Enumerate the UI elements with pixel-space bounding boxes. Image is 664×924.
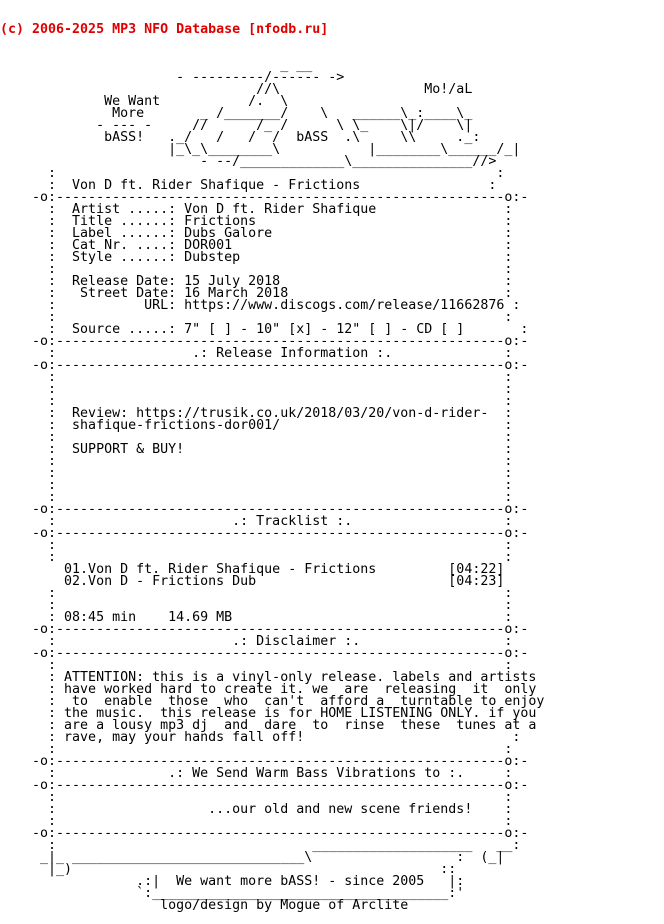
nfo-line: -o:--------------------------------------------------------o:- <box>0 190 529 205</box>
nfo-line: : : <box>0 490 513 505</box>
nfo-line: : : <box>0 370 513 385</box>
nfo-line: 01.Von D ft. Rider Shafique - Frictions [04:22] <box>0 562 505 577</box>
nfo-line: : Street Date: 16 March 2018 : <box>0 286 513 301</box>
nfo-line: : Release Date: 15 July 2018 : <box>0 274 513 289</box>
nfo-line: bASS! ._/ / / / bASS .\ \\ ._: <box>0 130 481 145</box>
nfo-line: : : <box>0 790 513 805</box>
nfo-line: logo/design by Mogue of Arclite <box>0 898 409 913</box>
nfo-line: : Title ......: Frictions : <box>0 214 513 229</box>
nfo-line: : shafique-frictions-dor001/ : <box>0 418 513 433</box>
nfo-line: //\ Mo!/aL <box>0 82 473 97</box>
nfo-line: : Cat Nr. ....: DOR001 : <box>0 238 513 253</box>
nfo-line: : ATTENTION: this is a vinyl-only release. labels and artists <box>0 670 537 685</box>
nfo-line: : : <box>0 310 513 325</box>
nfo-line: -o:--------------------------------------------------------o:- <box>0 778 529 793</box>
nfo-line: -o:--------------------------------------------------------o:- <box>0 526 529 541</box>
nfo-line: : : <box>0 598 513 613</box>
nfo-line: : ____________________ __: <box>0 838 521 853</box>
nfo-line: - --/_____________\_______________//> <box>0 154 497 169</box>
nfo-line: -o:--------------------------------------------------------o:- <box>0 502 529 517</box>
nfo-line: : : <box>0 430 513 445</box>
nfo-line: : rave, may your hands fall off! : <box>0 730 521 745</box>
nfo-line: : Review: https://trusik.co.uk/2018/03/20/von-d-rider- : <box>0 406 513 421</box>
nfo-line: More _ /_______/ \ ______\_:____\_ <box>0 106 473 121</box>
nfo-line: : : <box>0 166 505 181</box>
nfo-line: We Want /. \ <box>0 94 289 109</box>
nfo-line: : : <box>0 538 513 553</box>
nfo-line: : Label ......: Dubs Galore : <box>0 226 513 241</box>
nfo-line: .:| We want more bASS! - since 2005 |: <box>0 874 465 889</box>
nfo-line: : to enable those who can't afford a turntable to enjoy <box>0 694 545 709</box>
nfo-line: - --- - // /_ / \ \_ \|/ \| <box>0 118 473 133</box>
nfo-line: -o:--------------------------------------------------------o:- <box>0 646 529 661</box>
nfo-line: : ...our old and new scene friends! : <box>0 802 513 817</box>
nfo-line: : have worked hard to create it. we are releasing it only <box>0 682 537 697</box>
nfo-line: : .: Disclaimer :. : <box>0 634 513 649</box>
nfo-line: : : <box>0 742 513 757</box>
nfo-line: |_) :: <box>0 862 457 877</box>
nfo-line: -o:--------------------------------------------------------o:- <box>0 826 529 841</box>
nfodb-copyright-banner: (c) 2006-2025 MP3 NFO Database [nfodb.ru] <box>0 22 329 37</box>
nfo-line: : Von D ft. Rider Shafique - Frictions : <box>0 178 497 193</box>
nfo-line: : Artist .....: Von D ft. Rider Shafique : <box>0 202 513 217</box>
nfo-line: : : <box>0 394 513 409</box>
nfo-line: : : <box>0 466 513 481</box>
nfo-text-body <box>0 60 664 912</box>
nfo-line: : URL: https://www.discogs.com/release/11662876 : <box>0 298 521 313</box>
nfo-line: : : <box>0 454 513 469</box>
nfo-line: : : <box>0 478 513 493</box>
nfo-line: `:_____________________________________:' <box>0 886 465 901</box>
nfo-line: : are a lousy mp3 dj and dare to rinse these tunes at a <box>0 718 537 733</box>
nfo-line: : 08:45 min 14.69 MB : <box>0 610 513 625</box>
nfo-line: : : <box>0 586 513 601</box>
nfo-line: _|_ _____________________________\ : (_| <box>0 850 505 865</box>
nfo-line: : .: Release Information :. : <box>0 346 513 361</box>
nfo-line: : .: Tracklist :. : <box>0 514 513 529</box>
nfo-line: : .: We Send Warm Bass Vibrations to :. : <box>0 766 513 781</box>
nfo-line: -o:--------------------------------------------------------o:- <box>0 358 529 373</box>
nfo-line: : Style ......: Dubstep : <box>0 250 513 265</box>
nfo-line: -o:--------------------------------------------------------o:- <box>0 622 529 637</box>
nfo-line: 02.Von D - Frictions Dub [04:23] <box>0 574 505 589</box>
nfo-line: : the music. this release is for HOME LISTENING ONLY. if you <box>0 706 537 721</box>
nfo-line: - ---------/------ -> <box>0 70 345 85</box>
nfo-line: -o:--------------------------------------------------------o:- <box>0 754 529 769</box>
nfo-line: : : <box>0 262 513 277</box>
nfo-line: : : <box>0 658 513 673</box>
nfo-line: _ __ <box>0 58 313 73</box>
nfo-line: : : <box>0 814 513 829</box>
nfo-line: : : <box>0 550 513 565</box>
nfo-line: |_\_\________\ |________\______/_| <box>0 142 521 157</box>
nfo-line: : SUPPORT & BUY! : <box>0 442 513 457</box>
nfo-line: -o:--------------------------------------------------------o:- <box>0 334 529 349</box>
nfo-line: : Source .....: 7" [ ] - 10" [x] - 12" [ ] - CD [ ] : <box>0 322 529 337</box>
nfo-line: : : <box>0 382 513 397</box>
